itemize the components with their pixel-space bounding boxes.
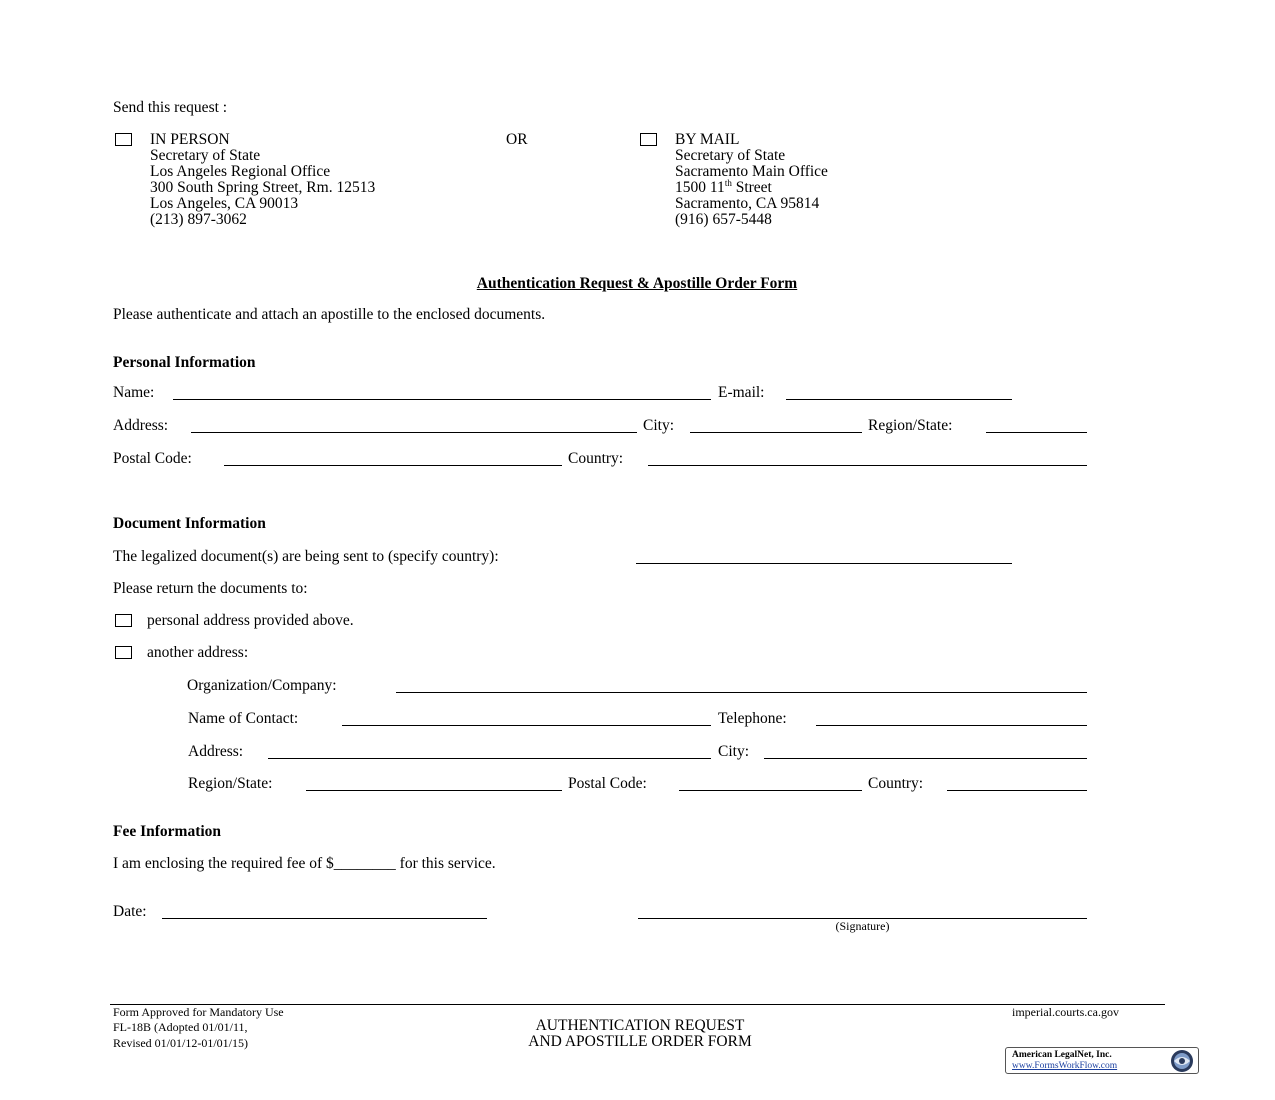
fee-info-heading: Fee Information [113, 823, 222, 840]
by-mail-address-line: Secretary of State [675, 147, 786, 164]
in-person-address-line: 300 South Spring Street, Rm. 12513 [150, 179, 376, 196]
footer-website[interactable]: imperial.courts.ca.gov [1012, 1005, 1119, 1019]
postal-code-field[interactable] [224, 465, 562, 466]
region-label: Region/State: [868, 417, 953, 434]
fee-suffix: for this service. [395, 855, 496, 872]
footer-title-line1: AUTHENTICATION REQUEST [535, 1017, 745, 1034]
sent-to-label: The legalized document(s) are being sent to (specify country): [113, 548, 499, 565]
personal-address-option: personal address provided above. [147, 612, 354, 629]
by-mail-address-line: Sacramento Main Office [675, 163, 828, 180]
date-field[interactable] [162, 918, 487, 919]
in-person-address-line: Secretary of State [150, 147, 261, 164]
country-label: Country: [568, 450, 624, 467]
personal-info-heading: Personal Information [113, 354, 256, 371]
by-mail-address-line: Sacramento, CA 95814 [675, 195, 820, 212]
document-info-heading: Document Information [113, 515, 266, 532]
name-field[interactable] [173, 399, 711, 400]
logo-company-name: American LegalNet, Inc. [1012, 1050, 1112, 1060]
fee-statement [113, 856, 496, 872]
footer-approved: Form Approved for Mandatory Use [113, 1005, 284, 1019]
return-documents-label: Please return the documents to: [113, 580, 308, 597]
street-number: 1500 11 [675, 179, 725, 196]
return-country-field[interactable] [947, 790, 1087, 791]
return-region-label: Region/State: [188, 775, 273, 792]
return-country-label: Country: [868, 775, 924, 792]
date-label: Date: [113, 903, 147, 920]
logo-url-link[interactable]: www.FormsWorkFlow.com [1012, 1061, 1118, 1071]
another-address-option: another address: [147, 644, 249, 661]
return-address-label: Address: [188, 743, 244, 760]
legalnet-logo [1005, 1047, 1199, 1074]
or-label: OR [506, 131, 528, 148]
city-label: City: [643, 417, 675, 434]
contact-name-field[interactable] [342, 725, 711, 726]
organization-label: Organization/Company: [187, 677, 337, 694]
address-label: Address: [113, 417, 169, 434]
name-label: Name: [113, 384, 155, 401]
return-postal-field[interactable] [679, 790, 862, 791]
in-person-phone: (213) 897-3062 [150, 211, 247, 228]
in-person-label: IN PERSON [150, 131, 230, 148]
in-person-address-line: Los Angeles Regional Office [150, 163, 331, 180]
send-request-label: Send this request : [113, 99, 228, 116]
footer-form-id: FL-18B (Adopted 01/01/11, [113, 1020, 248, 1034]
footer-title-line2: AND APOSTILLE ORDER FORM [528, 1033, 752, 1050]
in-person-checkbox[interactable] [115, 133, 132, 146]
by-mail-street [675, 177, 772, 196]
another-address-checkbox[interactable] [115, 646, 132, 659]
form-intro: Please authenticate and attach an apostille to the enclosed documents. [113, 306, 546, 323]
footer-revised: Revised 01/01/12-01/01/15) [113, 1036, 248, 1050]
email-field[interactable] [786, 399, 1012, 400]
telephone-field[interactable] [816, 725, 1087, 726]
country-field[interactable] [648, 465, 1087, 466]
region-field[interactable] [986, 432, 1087, 433]
form-title: Authentication Request & Apostille Order Form [476, 275, 798, 292]
personal-address-checkbox[interactable] [115, 614, 132, 627]
city-field[interactable] [690, 432, 862, 433]
by-mail-phone: (916) 657-5448 [675, 211, 772, 228]
by-mail-label: BY MAIL [675, 131, 740, 148]
return-postal-label: Postal Code: [568, 775, 647, 792]
fee-prefix: I am enclosing the required fee of $ [113, 855, 334, 872]
return-city-field[interactable] [764, 758, 1087, 759]
in-person-address-line: Los Angeles, CA 90013 [150, 195, 299, 212]
email-label: E-mail: [718, 384, 765, 401]
address-field[interactable] [191, 432, 637, 433]
by-mail-checkbox[interactable] [640, 133, 657, 146]
organization-field[interactable] [396, 692, 1087, 693]
return-city-label: City: [718, 743, 750, 760]
return-region-field[interactable] [306, 790, 562, 791]
fee-amount-field[interactable]: ________ [333, 855, 396, 872]
contact-name-label: Name of Contact: [188, 710, 299, 727]
signature-caption: (Signature) [835, 919, 890, 933]
street-name: Street [731, 179, 772, 196]
sent-to-country-field[interactable] [636, 563, 1012, 564]
telephone-label: Telephone: [718, 710, 787, 727]
street-ordinal: th [724, 177, 732, 188]
postal-code-label: Postal Code: [113, 450, 192, 467]
globe-icon [1170, 1049, 1194, 1073]
return-address-field[interactable] [268, 758, 711, 759]
